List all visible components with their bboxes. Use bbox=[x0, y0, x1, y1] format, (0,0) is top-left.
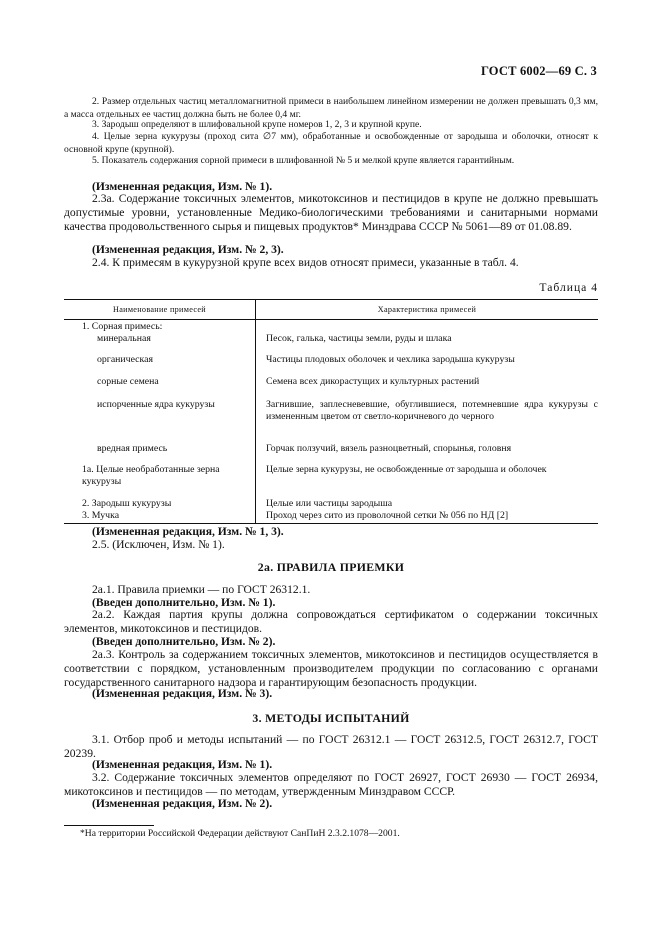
table-row-desc: Целые или частицы зародыша bbox=[266, 498, 393, 509]
footnote-rule bbox=[64, 825, 154, 826]
edit-note-2a-3: (Измененная редакция, Изм. № 3). bbox=[92, 687, 273, 700]
footnote: *На территории Российской Федерации действуют СанПиН 2.3.2.1078—2001. bbox=[80, 828, 400, 839]
paragraph-3-2: 3.2. Содержание токсичных элементов определяют по ГОСТ 26927, ГОСТ 26930 — ГОСТ 26934, микотоксинов и пестицидов — по методам, утвержденным Минздравом СССР. bbox=[64, 771, 598, 799]
table-row-name: 2. Зародыш кукурузы bbox=[82, 498, 172, 509]
table-header-desc: Характеристика примесей bbox=[377, 305, 477, 314]
table-column-divider bbox=[255, 299, 256, 523]
edit-note-3: (Измененная редакция, Изм. № 1, 3). bbox=[92, 525, 284, 538]
note-5: 5. Показатель содержания сорной примеси в шлифованной № 5 и мелкой крупе является гарантийным. bbox=[92, 155, 515, 166]
paragraph-2a-2: 2а.2. Каждая партия крупы должна сопровождаться сертификатом о содержании токсичных элементов, микотоксинов и пестицидов. bbox=[64, 608, 598, 636]
table-row-desc: Семена всех дикорастущих и культурных растений bbox=[266, 376, 480, 387]
table-row-desc: Загнившие, заплесневевшие, обуглившиеся, потемневшие ядра кукурузы с измененным цветом от светло-коричневого до черного bbox=[266, 399, 598, 423]
table-row-name: вредная примесь bbox=[97, 443, 168, 454]
paragraph-2-5: 2.5. (Исключен, Изм. № 1). bbox=[92, 538, 225, 551]
table-top-rule bbox=[64, 299, 598, 300]
table-row-name: минеральная bbox=[97, 333, 151, 344]
page-header: ГОСТ 6002—69 С. 3 bbox=[480, 64, 597, 78]
section-heading-3: 3. МЕТОДЫ ИСПЫТАНИЙ bbox=[252, 711, 410, 725]
edit-note-2a-1: (Введен дополнительно, Изм. № 1). bbox=[92, 596, 276, 609]
table-header-name: Наименование примесей bbox=[113, 305, 206, 314]
edit-note-1: (Измененная редакция, Изм. № 1). bbox=[92, 180, 273, 193]
table-row-name: 1. Сорная примесь: bbox=[82, 321, 163, 332]
paragraph-2-3a: 2.3а. Содержание токсичных элементов, микотоксинов и пестицидов в крупе не должно превышать допустимые уровни, установленные Медико-биологическими требованиями и санитарными нормами качества продовольственного сырья и пищевых продуктов* Минздрава СССР № 5061—89 от 01.08.89. bbox=[64, 192, 598, 234]
section-heading-2a: 2а. ПРАВИЛА ПРИЕМКИ bbox=[257, 560, 405, 574]
note-4: 4. Целые зерна кукурузы (проход сита ∅7 мм), обработанные и освобожденные от зародыша и оболочки, относят к основной крупе (крупной). bbox=[64, 131, 598, 155]
table-label: Таблица 4 bbox=[539, 281, 598, 294]
table-row-desc: Проход через сито из проволочной сетки № 056 по НД [2] bbox=[266, 510, 509, 521]
paragraph-2a-1: 2а.1. Правила приемки — по ГОСТ 26312.1. bbox=[92, 583, 311, 596]
table-row-desc: Песок, галька, частицы земли, руды и шлака bbox=[266, 333, 452, 344]
table-row-name: 3. Мучка bbox=[82, 510, 120, 521]
edit-note-3-1: (Измененная редакция, Изм. № 1). bbox=[92, 758, 273, 771]
paragraph-2a-3: 2а.3. Контроль за содержанием токсичных элементов, микотоксинов и пестицидов осуществляется в соответствии с порядком, установленным производителем продукции по согласованию с органами государственного санитарного надзора и гарантирующим безопасность продукции. bbox=[64, 648, 598, 690]
paragraph-3-1: 3.1. Отбор проб и методы испытаний — по ГОСТ 26312.1 — ГОСТ 26312.5, ГОСТ 26312.7, ГОСТ 20239. bbox=[64, 733, 598, 761]
table-row-desc: Частицы плодовых оболочек и чехлика зародыша кукурузы bbox=[266, 354, 515, 365]
paragraph-2-4: 2.4. К примесям в кукурузной крупе всех видов относят примеси, указанные в табл. 4. bbox=[92, 256, 519, 269]
table-row-name: испорченные ядра кукурузы bbox=[97, 399, 215, 410]
note-3: 3. Зародыш определяют в шлифовальной крупе номеров 1, 2, 3 и крупной крупе. bbox=[92, 119, 422, 130]
edit-note-3-2: (Измененная редакция, Изм. № 2). bbox=[92, 797, 273, 810]
edit-note-2: (Измененная редакция, Изм. № 2, 3). bbox=[92, 243, 284, 256]
table-row-name: органическая bbox=[97, 354, 153, 365]
table-row-name: сорные семена bbox=[97, 376, 159, 387]
table-row-desc: Целые зерна кукурузы, не освобожденные от зародыша и оболочек bbox=[266, 464, 547, 475]
table-header-rule bbox=[64, 319, 598, 320]
edit-note-2a-2: (Введен дополнительно, Изм. № 2). bbox=[92, 635, 276, 648]
table-bottom-rule bbox=[64, 523, 598, 524]
table-row-desc: Горчак ползучий, вязель разноцветный, спорынья, головня bbox=[266, 443, 512, 454]
note-2: 2. Размер отдельных частиц металломагнитной примеси в наибольшем линейном измерении не должен превышать 0,3 мм, а масса отдельных ее частиц должна быть не более 0,4 мг. bbox=[64, 96, 598, 120]
table-row-name: 1а. Целые необработанные зерна кукурузы bbox=[82, 464, 220, 488]
